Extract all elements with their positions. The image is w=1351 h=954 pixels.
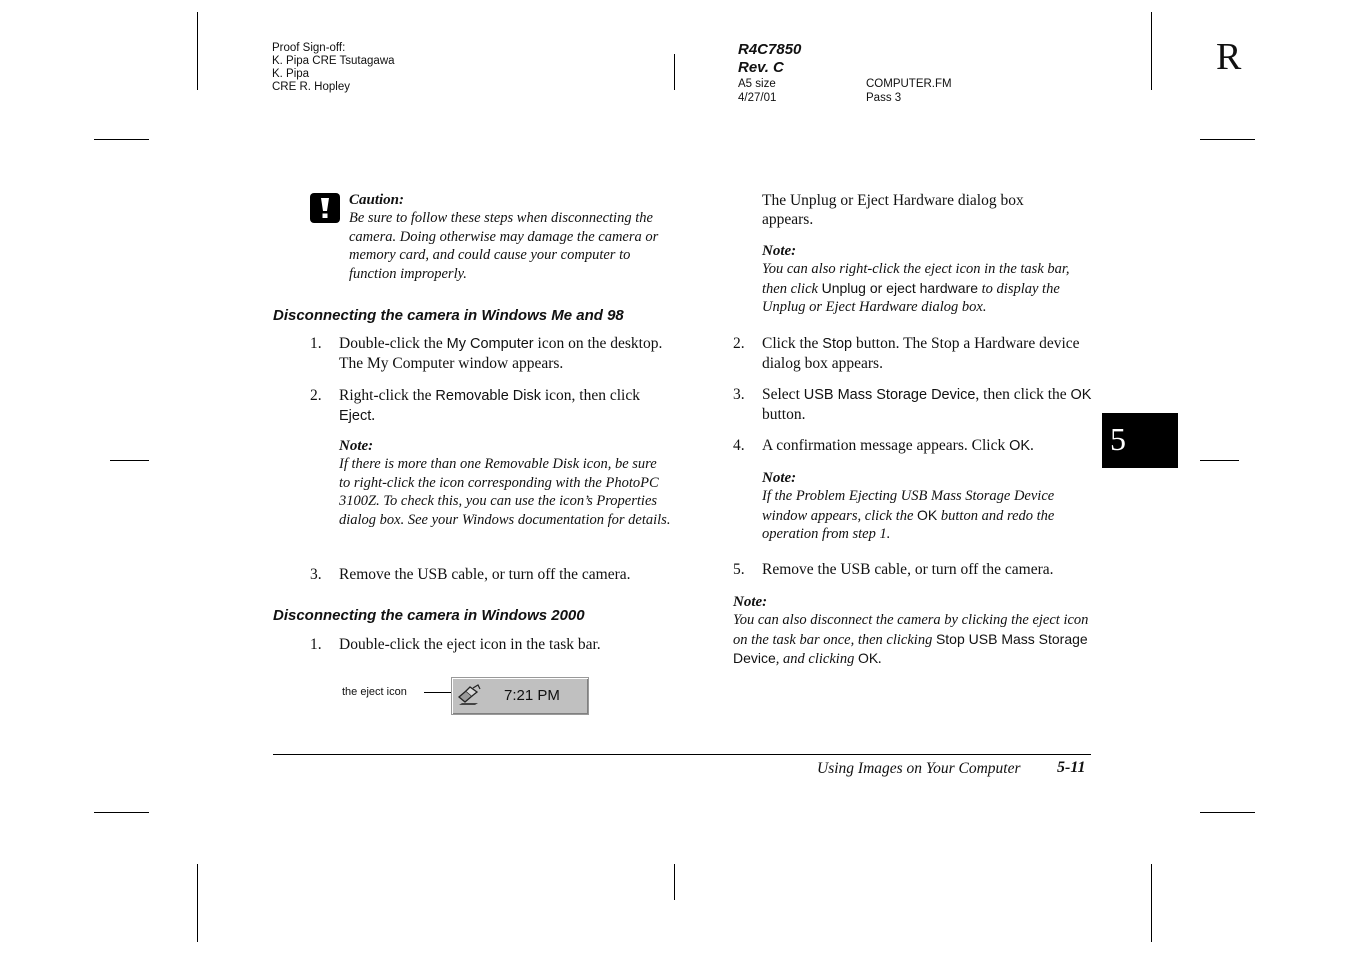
step-text: Select USB Mass Storage Device, then click the OK button. [762,386,1092,423]
revision: Rev. C [738,59,784,76]
step-number: 4. [733,437,745,454]
proof-line: Proof Sign-off: [272,42,346,54]
intro-text: The Unplug or Eject Hardware dialog box appears. [762,192,1024,228]
crop-mark [110,460,149,461]
step-number: 5. [733,561,745,578]
date-label: 4/27/01 [738,92,777,104]
callout-label: the eject icon [342,686,407,698]
doc-code: R4C7850 [738,41,802,58]
proof-line: CRE R. Hopley [272,81,350,93]
step-number: 3. [733,386,745,403]
step-text: Double-click the My Computer icon on the desktop. The My Computer window appears. [339,335,663,372]
chapter-tab-number: 5 [1110,421,1126,457]
ui-term: USB Mass Storage Device [803,387,976,403]
note-text: You can also right-click the eject icon in the task bar, then click Unplug or eject hardware to display the Unplug or Eject Hardware dialog box. [762,261,1070,315]
caution-icon [310,193,340,223]
ui-term: OK [1070,387,1092,403]
step-number: 2. [310,387,322,404]
pass-label: Pass 3 [866,92,902,104]
ui-term: Unplug or eject hardware [821,279,979,296]
step-number: 1. [310,636,322,653]
step-number: 3. [310,566,322,583]
crop-mark [1151,864,1152,942]
ui-term: Stop USB Mass Storage Device [733,630,1088,666]
note-title: Note: [762,243,797,259]
chapter-tab [1102,413,1178,468]
step-text: Remove the USB cable, or turn off the camera. [762,561,1054,578]
proof-line: K. Pipa [272,68,310,80]
footer-rule [273,754,1091,755]
proof-line: K. Pipa CRE Tsutagawa [272,55,395,67]
crop-mark [1200,139,1255,140]
crop-mark [94,139,149,140]
crop-mark [1151,12,1152,90]
crop-mark [674,864,675,900]
note-text: You can also disconnect the camera by clicking the eject icon on the task bar once, then clicking Stop USB Mass Storage Device, and clicking OK. [733,612,1089,667]
crop-mark [1200,812,1255,813]
callout-leader [424,692,454,693]
ui-term: OK [917,506,938,523]
ui-term: Removable Disk [435,388,541,404]
step-text: Right-click the Removable Disk icon, then click Eject. [339,387,640,424]
note-title: Note: [733,594,768,610]
eject-icon[interactable] [456,683,482,707]
step-text: Click the Stop button. The Stop a Hardware device dialog box appears. [762,335,1080,372]
note-title: Note: [339,438,374,454]
ui-term: My Computer [446,336,534,352]
note-text: If the Problem Ejecting USB Mass Storage Device window appears, click the OK button and redo the operation from step 1. [762,488,1055,542]
footer-chapter-title: Using Images on Your Computer [817,760,1021,777]
crop-mark [197,12,198,90]
step-text: Double-click the eject icon in the task bar. [339,636,601,653]
ui-term: Eject [339,408,372,424]
crop-mark [197,864,198,942]
caution-title: Caution: [349,192,405,208]
caution-text: Be sure to follow these steps when disconnecting the camera. Doing otherwise may damage the camera or memory card, and could cause your computer to function improperly. [349,210,659,282]
ui-term: OK [857,650,879,666]
ui-term: OK [1009,438,1031,454]
corner-letter: R [1216,36,1242,78]
file-label: COMPUTER.FM [866,78,952,90]
taskbar-clock: 7:21 PM [504,687,560,704]
crop-mark [1200,460,1239,461]
section-heading: Disconnecting the camera in Windows 2000 [273,607,585,624]
note-text: If there is more than one Removable Disk icon, be sure to right-click the icon corresponding with the PhotoPC 3100Z. To check this, you can use the icon’s Properties dialog box. See your Windows documentation for details. [339,456,671,528]
crop-mark [674,54,675,90]
ui-term: Stop [822,336,853,352]
step-number: 2. [733,335,745,352]
proof-signoff [272,42,395,94]
step-text: Remove the USB cable, or turn off the camera. [339,566,631,583]
size-label: A5 size [738,78,776,90]
section-heading: Disconnecting the camera in Windows Me and 98 [273,307,624,324]
step-number: 1. [310,335,322,352]
note-title: Note: [762,470,797,486]
step-text: A confirmation message appears. Click OK. [762,437,1034,454]
page-number: 5-11 [1057,759,1086,776]
crop-mark [94,812,149,813]
taskbar-tray [451,677,589,715]
